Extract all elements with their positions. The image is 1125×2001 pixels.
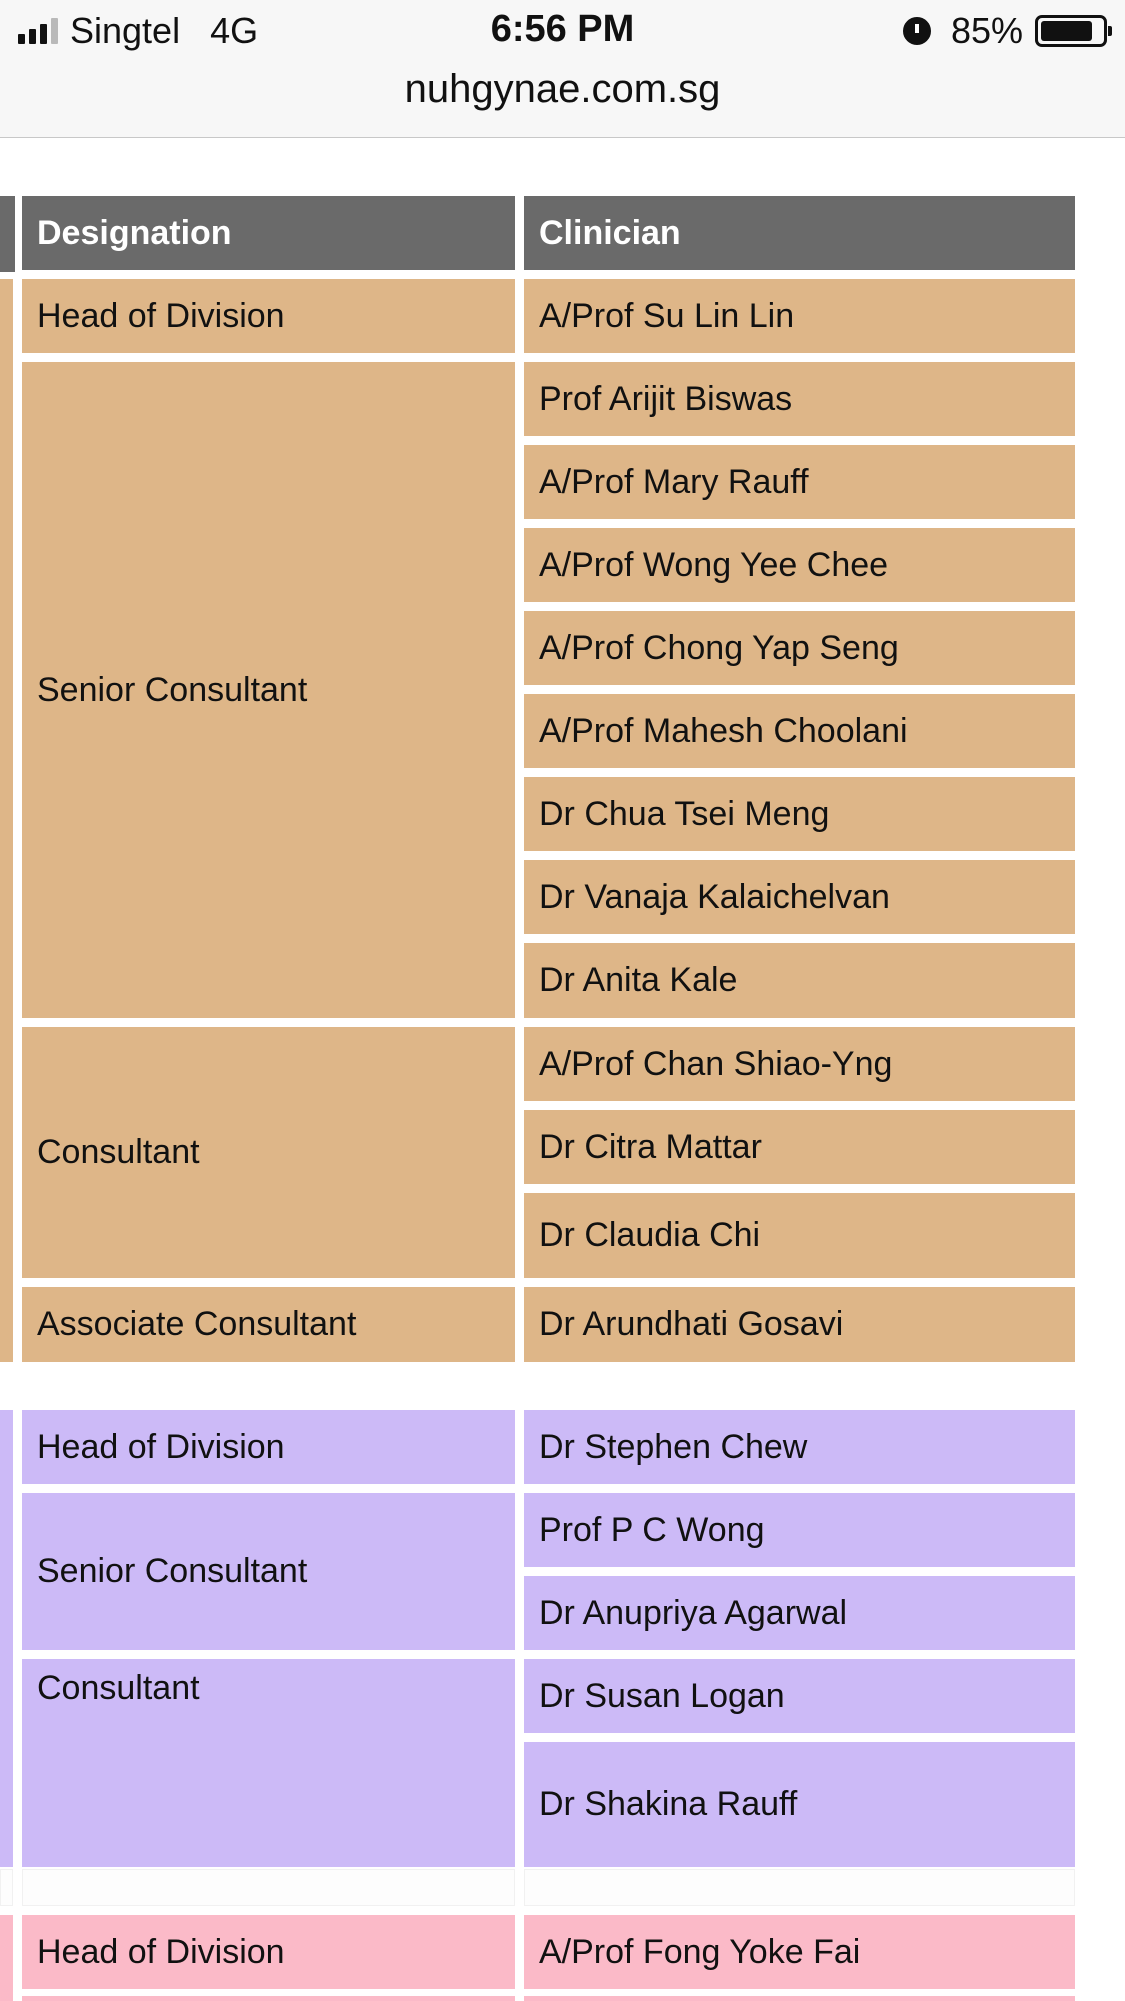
clinician-cell: Prof P C Wong [524,1493,1075,1567]
network-type: 4G [210,10,259,51]
clinician-cell: A/Prof Wong Yee Chee [524,528,1075,602]
clinician-cell: Dr Vanaja Kalaichelvan [524,860,1075,934]
url-text[interactable]: nuhgynae.com.sg [404,67,721,111]
alarm-icon [903,17,931,45]
clinician-cell: A/Prof Chan Shiao-Yng [524,1027,1075,1101]
left-column-edge [0,1410,13,1867]
designation-cell: Head of Division [22,1410,515,1484]
header-clinician: Clinician [524,196,1075,270]
status-right [903,10,1107,52]
header-designation: Designation [22,196,515,270]
battery-icon [1035,15,1107,47]
clinician-cell: A/Prof Chong Yap Seng [524,611,1075,685]
address-bar[interactable] [0,60,1125,138]
clinician-cell: Prof Arijit Biswas [524,362,1075,436]
carrier-name: Singtel [70,10,181,51]
designation-cell: Head of Division [22,279,515,353]
clinician-cell: A/Prof Su Lin Lin [524,279,1075,353]
designation-cell: Senior Consultant [22,1493,515,1650]
designation-cell-partial [22,1996,515,2001]
clinician-cell: Dr Arundhati Gosavi [524,1287,1075,1362]
designation-cell: Associate Consultant [22,1287,515,1362]
clinician-cell: Dr Chua Tsei Meng [524,777,1075,851]
clinician-cell: Dr Shakina Rauff [524,1742,1075,1867]
designation-cell: Senior Consultant [22,362,515,1018]
left-column-edge [0,1915,13,2001]
designation-cell: Head of Division [22,1915,515,1989]
spacer-row [0,1869,13,1906]
left-column-edge [0,279,13,1362]
clinician-cell: Dr Citra Mattar [524,1110,1075,1184]
clinician-cell: A/Prof Mahesh Choolani [524,694,1075,768]
battery-percent: 85% [950,10,1023,51]
clinician-cell: Dr Stephen Chew [524,1410,1075,1484]
clinician-cell: Dr Anita Kale [524,943,1075,1018]
clinician-cell: Dr Claudia Chi [524,1193,1075,1278]
clinician-cell: A/Prof Fong Yoke Fai [524,1915,1075,1989]
spacer-row [524,1869,1075,1906]
clinician-cell: Dr Anupriya Agarwal [524,1576,1075,1650]
clinician-cell-partial [524,1996,1075,2001]
left-column-edge [0,196,15,272]
status-time: 6:56 PM [490,8,635,50]
clinician-cell: A/Prof Mary Rauff [524,445,1075,519]
designation-cell: Consultant [22,1659,515,1867]
status-bar [0,0,1125,60]
designation-cell: Consultant [22,1027,515,1278]
spacer-row [22,1869,515,1906]
clinician-cell: Dr Susan Logan [524,1659,1075,1733]
